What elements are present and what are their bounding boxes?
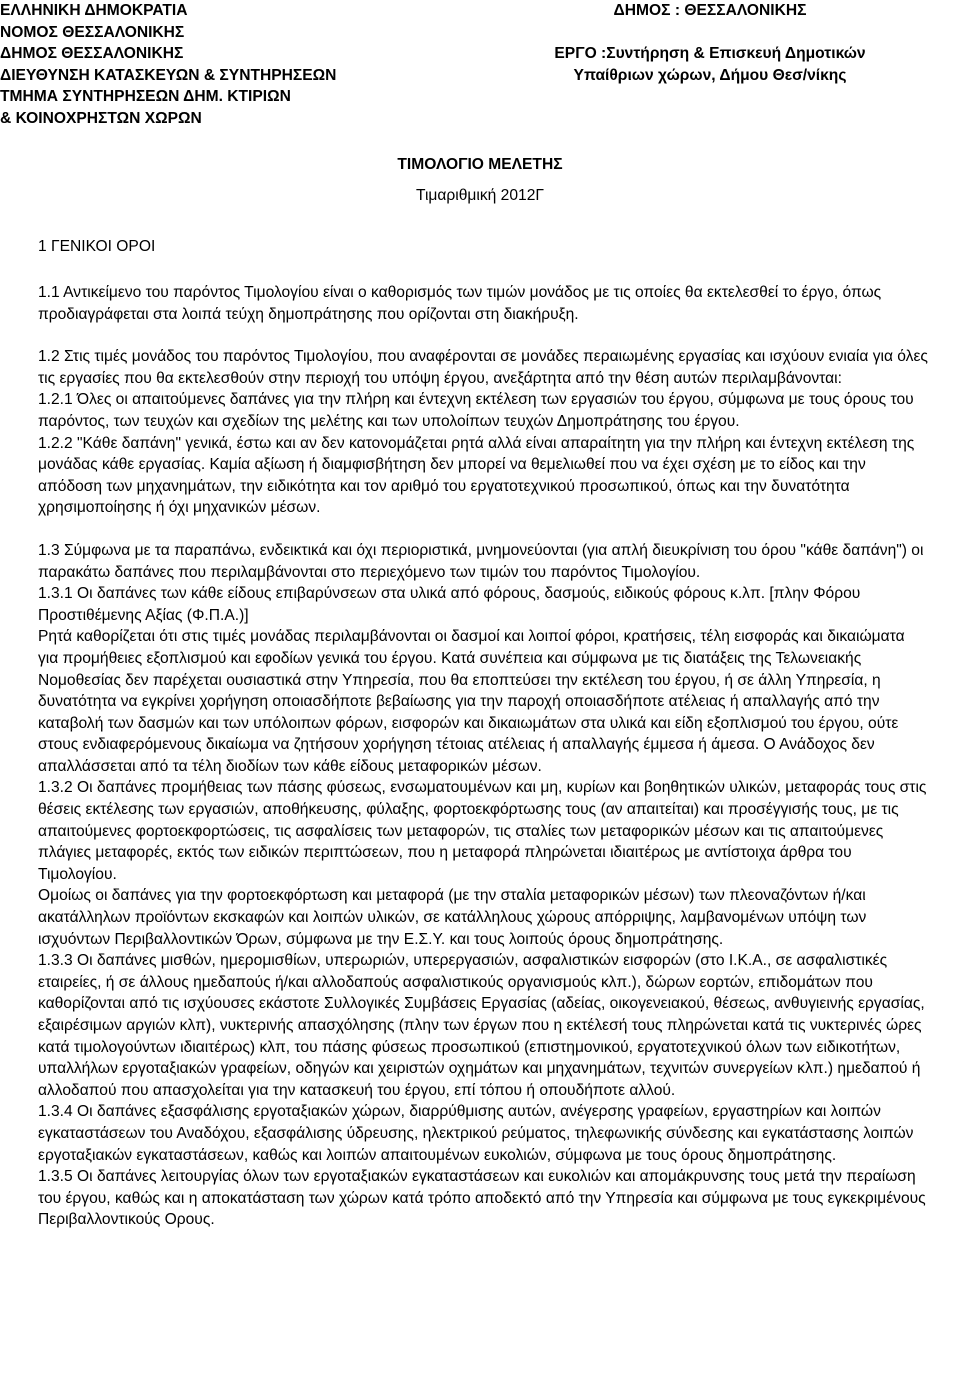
document-subtitle: Τιμαριθμική 2012Γ <box>416 187 544 204</box>
paragraph-gap <box>38 325 928 346</box>
body-paragraph: 1.3.2 Οι δαπάνες προμήθειας των πάσης φύσεως, ενσωματουμένων και μη, κυρίων και βοηθητικών υλικών, μεταφοράς τους στις θέσεις εκτέλεσης των εργασιών, αποθήκευσης, φύλαξης, φορτοεκφόρτωσης τους (αν απαιτείται) και προσέγγισής τους, με τις απαιτούμενες φορτοεκφορτώσεις, τις ασφαλίσεις των μεταφορών, τις σταλίες των μεταφορικών μέσων και τις απαιτούμενες πλάγιες μεταφορές, εκτός των ειδικών περιπτώσεων, που η μεταφορά πληρώνεται ιδιαιτέρως με αντίστοιχα άρθρα του Τιμολογίου. <box>38 779 927 883</box>
municipality-label: ΔΗΜΟΣ : ΘΕΣΣΑΛΟΝΙΚΗΣ <box>613 2 807 19</box>
issuer-header <box>0 0 470 130</box>
issuer-line: ΝΟΜΟΣ ΘΕΣΣΑΛΟΝΙΚΗΣ <box>0 23 185 41</box>
issuer-line: ΔΙΕΥΘΥΝΣΗ ΚΑΤΑΣΚΕΥΩΝ & ΣΥΝΤΗΡΗΣΕΩΝ <box>0 66 337 84</box>
body-paragraph: 1.3.4 Οι δαπάνες εξασφάλισης εργοταξιακών χώρων, διαρρύθμισης αυτών, ανέγερσης γραφείων, εργαστηρίων και λοιπών εγκαταστάσεων του Αναδόχου, εξασφάλισης ύδρευσης, ηλεκτρικού ρεύματος, τηλεφωνικής σύνδεσης και εγκατάστασης λοιπών εργοταξιακών εγκαταστάσεων, καθώς και λοιπών απαιτουμένων ευκολιών, σύμφωνα με τους όρους δημοπράτησης. <box>38 1103 914 1164</box>
paragraph-gap <box>38 519 928 540</box>
project-header <box>460 0 960 86</box>
body-paragraph: 1.3.1 Οι δαπάνες των κάθε είδους επιβαρύνσεων στα υλικά από φόρους, δασμούς, ειδικούς φόρους κ.λπ. [πλην Φόρου Προστιθέμενης Αξίας (Φ.Π.Α.)] <box>38 585 861 624</box>
body-paragraph: 1.2.2 "Κάθε δαπάνη" γενικά, έστω και αν δεν κατονομάζεται ρητά αλλά είναι απαραίτητη για την πλήρη και έντεχνη εκτέλεση της μονάδας κάθε εργασίας. Καμία αξίωση ή διαμφισβήτηση δεν μπορεί να θεμελιωθεί που να έχει σχέση με το είδος και την απόδοση των μηχανημάτων, την ειδικότητα και τον αριθμό του εργατοτεχνικού προσωπικού, όπως και την δυνατότητα χρησιμοποίησης ή όχι μηχανικών μέσων. <box>38 434 915 517</box>
issuer-line: ΕΛΛΗΝΙΚΗ ΔΗΜΟΚΡΑΤΙΑ <box>0 2 188 19</box>
issuer-line: & ΚΟΙΝΟΧΡΗΣΤΩΝ ΧΩΡΩΝ <box>0 109 202 127</box>
issuer-line: ΤΜΗΜΑ ΣΥΝΤΗΡΗΣΕΩΝ ΔΗΜ. ΚΤΙΡΙΩΝ <box>0 88 291 106</box>
body-paragraph: 1.3 Σύμφωνα με τα παραπάνω, ενδεικτικά και όχι περιοριστικά, μνημονεύονται (για απλή διευκρίνιση του όρου "κάθε δαπάνη") οι παρακάτω δαπάνες που περιλαμβάνονται στο περιεχόμενο των τιμών του παρόντος Τιμολογίου. <box>38 541 924 581</box>
body-paragraph: 1.3.5 Οι δαπάνες λειτουργίας όλων των εργοταξιακών εγκαταστάσεων και ευκολιών και απομάκρυνσης τους μετά την περαίωση του έργου, καθώς και η αποκατάσταση των χώρων κατά τρόπο αποδεκτό από την Υπηρεσία και σύμφωνα με τους εγκεκριμένους Περιβαλλοντικούς Ορους. <box>38 1168 926 1229</box>
body-paragraph: 1.2 Στις τιμές μονάδος του παρόντος Τιμολογίου, που αναφέρονται σε μονάδες περαιωμένης εργασίας και ισχύουν ενιαία για όλες τις εργασίες που θα εκτελεσθούν στην περιοχή του υπόψη έργου, ανεξάρτητα από την θέση αυτών περιλαμβάνονται: <box>38 348 928 387</box>
body-paragraph: 1.3.3 Οι δαπάνες μισθών, ημερομισθίων, υπερωριών, υπερεργασιών, ασφαλιστικών εισφορών (στο Ι.Κ.Α., σε ασφαλιστικές εταιρείες, ή σε άλλους ημεδαπούς ή/και αλλοδαπούς ασφαλιστικούς οργανισμούς κλπ.), δώρων εορτών, επιδομάτων που καθορίζονται από τις ισχύουσες εκάστοτε Συλλογικές Συμβάσεις Εργασίας (αδείας, οικογενειακού, θέσεως, ανθυγιεινής εργασίας, εξαιρέσιμων αργιών κλπ), νυκτερινής απασχόλησης (πλην των έργων που η εκτέλεσή τους πληρώνεται κατά τις νυκτερινές ώρες κατά τιμολογούντων ιδιαιτέρως) κλπ, του πάσης φύσεως προσωπικού (επιστημονικού, εργατοτεχνικού όλων των ειδικοτήτων, υπαλλήλων εργοταξιακών γραφείων, οδηγών και χειριστών οχημάτων και μηχανημάτων, τεχνιτών συνεργείων κλπ.) ημεδαπού ή αλλοδαπού που απασχολείται για την κατασκευή του έργου, επί τόπου ή οπουδήποτε αλλού. <box>38 952 925 1099</box>
document-body <box>38 282 928 1231</box>
issuer-line: ΔΗΜΟΣ ΘΕΣΣΑΛΟΝΙΚΗΣ <box>0 45 184 63</box>
document-title: ΤΙΜΟΛΟΓΙΟ ΜΕΛΕΤΗΣ <box>397 156 563 173</box>
project-label: ΕΡΓΟ :Συντήρηση & Επισκευή Δημοτικών <box>554 45 866 63</box>
project-label-continued: Υπαίθριων χώρων, Δήμου Θεσ/νίκης <box>573 66 847 84</box>
body-paragraph: Ρητά καθορίζεται ότι στις τιμές μονάδας περιλαμβάνονται οι δασμοί και λοιποί φόροι, κρατήσεις, τέλη εισφοράς και δικαιώματα για προμήθειες εξοπλισμού και εφοδίων γενικά του έργου. Κατά συνέπεια και σύμφωνα με τις διατάξεις της Τελωνειακής Νομοθεσίας δεν παρέχεται ουσιαστικά στην Υπηρεσία, που θα εποπτεύσει την εκτέλεση του έργου, ή σε άλλη Υπηρεσία, η δυνατότητα να εγκρίνει χορήγηση οποιασδήποτε βεβαίωσης για την παροχή οποιασδήποτε ατέλειας ή απαλλαγής από την καταβολή των δασμών και των υπόλοιπων φόρων, εισφορών και δικαιωμάτων στα υλικά και είδη εξοπλισμού του έργου, ούτε στους ενδιαφερόμενους δικαίωμα να ζητήσουν χορήγηση τέτοιας ατέλειας ή απαλλαγής έμμεσα ή άμεσα. Ο Ανάδοχος δεν απαλλάσσεται από τα τέλη διοδίων των κάθε είδους μεταφορικών μέσων. <box>38 628 905 775</box>
body-paragraph: 1.2.1 Όλες οι απαιτούμενες δαπάνες για την πλήρη και έντεχνη εκτέλεση των εργασιών του έργου, σύμφωνα με τους όρους του παρόντος, των τευχών και σχεδίων της μελέτης και των υπολοίπων τευχών Δημοπράτησης του έργου. <box>38 391 914 430</box>
section-heading: 1 ΓΕΝΙΚΟΙ ΟΡΟΙ <box>38 238 156 255</box>
body-paragraph: 1.1 Αντικείμενο του παρόντος Τιμολογίου είναι ο καθορισμός των τιμών μονάδος με τις οποίες θα εκτελεσθεί το έργο, όπως προδιαγράφεται στα λοιπά τεύχη δημοπράτησης που ορίζονται στη διακήρυξη. <box>38 284 882 323</box>
body-paragraph: Ομοίως οι δαπάνες για την φορτοεκφόρτωση και μεταφορά (με την σταλία μεταφορικών μέσων) των πλεοναζόντων ή/και ακατάλληλων προϊόντων εκσκαφών και λοιπών υλικών, σε κατάλληλους χώρους απόρριψης, λαμβανομένων υπόψη των ισχυόντων Περιβαλλοντικών Όρων, σύμφωνα με την Ε.Σ.Υ. και τους λοιπούς όρους δημοπράτησης. <box>38 887 867 948</box>
